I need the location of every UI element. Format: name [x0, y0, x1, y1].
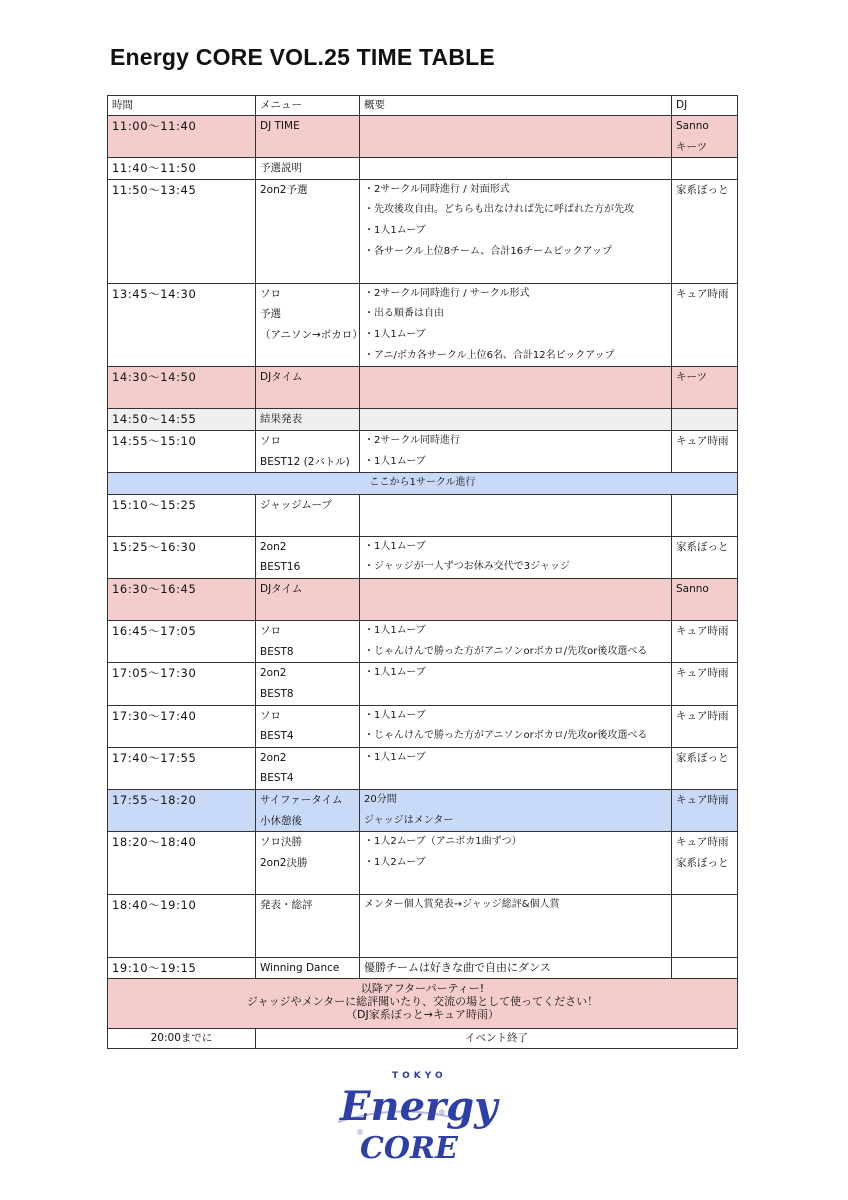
- summary-cell: [360, 158, 672, 180]
- header-dj: DJ: [672, 96, 738, 116]
- dj-cell: [672, 409, 738, 431]
- table-row: [108, 536, 738, 578]
- table-row: [108, 705, 738, 747]
- dj-cell: [672, 494, 738, 536]
- section-banner-row: [108, 473, 738, 495]
- summary-cell: [360, 116, 672, 158]
- menu-cell: 予選説明: [256, 158, 360, 180]
- menu-cell: 2on2 BEST16: [256, 536, 360, 578]
- time-cell: 17:30〜17:40: [108, 705, 256, 747]
- menu-cell: ソロ決勝 2on2決勝: [256, 832, 360, 895]
- logo-mark: [338, 1071, 500, 1166]
- dj-cell: キュア時雨: [672, 790, 738, 832]
- dj-cell: Sanno: [672, 579, 738, 621]
- energy-core-logo: [330, 1062, 498, 1172]
- menu-cell: 結果発表: [256, 409, 360, 431]
- menu-cell: DJタイム: [256, 367, 360, 409]
- table-row: [108, 158, 738, 180]
- menu-cell: ソロ 予選 （アニソン→ボカロ）: [256, 283, 360, 366]
- summary-cell: [360, 367, 672, 409]
- summary-cell: [360, 494, 672, 536]
- time-cell: 17:55〜18:20: [108, 790, 256, 832]
- table-row: [108, 116, 738, 158]
- time-cell: 17:40〜17:55: [108, 747, 256, 789]
- time-cell: 18:40〜19:10: [108, 894, 256, 957]
- time-cell: 14:30〜14:50: [108, 367, 256, 409]
- table-row: [108, 957, 738, 979]
- table-row: [108, 579, 738, 621]
- time-cell: 16:30〜16:45: [108, 579, 256, 621]
- menu-cell: ソロ BEST8: [256, 621, 360, 663]
- table-row: [108, 894, 738, 957]
- summary-cell: ・1人2ムーブ（アニボカ1曲ずつ） ・1人2ムーブ: [360, 832, 672, 895]
- table-row: [108, 283, 738, 366]
- time-cell: 13:45〜14:30: [108, 283, 256, 366]
- after-party-note: 以降アフターパーティー! ジャッジやメンターに総評聞いたり、交流の場として使ってください！ （DJ家系ぼっと→キュア時雨）: [108, 979, 738, 1029]
- time-cell: 11:40〜11:50: [108, 158, 256, 180]
- dj-cell: キュア時雨: [672, 663, 738, 705]
- menu-cell: ソロ BEST4: [256, 705, 360, 747]
- table-row: [108, 409, 738, 431]
- summary-cell: ・2サークル同時進行 / サークル形式 ・出る順番は自由 ・1人1ムーブ ・アニ/ボカ各サークル上位6名、合計12名ピックアップ: [360, 283, 672, 366]
- table-row: [108, 790, 738, 832]
- summary-cell: [360, 409, 672, 431]
- dj-cell: [672, 894, 738, 957]
- time-cell: 15:10〜15:25: [108, 494, 256, 536]
- dj-cell: キュア時雨 家系ぼっと: [672, 832, 738, 895]
- closing-label: イベント終了: [256, 1029, 738, 1049]
- menu-cell: ジャッジムーブ: [256, 494, 360, 536]
- summary-cell: 20分間 ジャッジはメンター: [360, 790, 672, 832]
- timetable: [107, 95, 738, 1049]
- time-cell: 14:50〜14:55: [108, 409, 256, 431]
- time-cell: 14:55〜15:10: [108, 430, 256, 472]
- time-cell: 15:25〜16:30: [108, 536, 256, 578]
- dj-cell: 家系ぼっと: [672, 536, 738, 578]
- summary-cell: ・2サークル同時進行 ・1人1ムーブ: [360, 430, 672, 472]
- table-row: [108, 494, 738, 536]
- menu-cell: Winning Dance: [256, 957, 360, 979]
- after-party-row: [108, 979, 738, 1029]
- dj-cell: [672, 158, 738, 180]
- dj-cell: Sanno キーツ: [672, 116, 738, 158]
- dj-cell: 家系ぼっと: [672, 747, 738, 789]
- menu-cell: 2on2予選: [256, 179, 360, 283]
- menu-cell: DJ TIME: [256, 116, 360, 158]
- time-cell: 17:05〜17:30: [108, 663, 256, 705]
- dj-cell: キュア時雨: [672, 621, 738, 663]
- dj-cell: キュア時雨: [672, 705, 738, 747]
- summary-cell: [360, 579, 672, 621]
- header-time: 時間: [108, 96, 256, 116]
- dj-cell: キュア時雨: [672, 430, 738, 472]
- table-header-row: [108, 96, 738, 116]
- summary-cell: ・1人1ムーブ ・じゃんけんで勝った方がアニソンorボカロ/先攻or後攻選べる: [360, 621, 672, 663]
- header-menu: メニュー: [256, 96, 360, 116]
- table-row: [108, 747, 738, 789]
- table-row: [108, 832, 738, 895]
- summary-cell: 優勝チームは好きな曲で自由にダンス: [360, 957, 672, 979]
- menu-cell: 2on2 BEST8: [256, 663, 360, 705]
- time-cell: 18:20〜18:40: [108, 832, 256, 895]
- menu-cell: 発表・総評: [256, 894, 360, 957]
- table-row: [108, 663, 738, 705]
- table-row: [108, 367, 738, 409]
- table-row: [108, 621, 738, 663]
- logo-energy-text: Energy: [340, 1083, 498, 1130]
- table-row: [108, 179, 738, 283]
- summary-cell: ・1人1ムーブ: [360, 747, 672, 789]
- menu-cell: 2on2 BEST4: [256, 747, 360, 789]
- menu-cell: サイファータイム 小休憩後: [256, 790, 360, 832]
- page-title: Energy CORE VOL.25 TIME TABLE: [110, 44, 495, 70]
- closing-row: [108, 1029, 738, 1049]
- table-row: [108, 430, 738, 472]
- time-cell: 11:50〜13:45: [108, 179, 256, 283]
- summary-cell: ・1人1ムーブ ・ジャッジが一人ずつお休み交代で3ジャッジ: [360, 536, 672, 578]
- menu-cell: ソロ BEST12 (2バトル): [256, 430, 360, 472]
- summary-cell: ・1人1ムーブ: [360, 663, 672, 705]
- summary-cell: メンター個人賞発表→ジャッジ総評&個人賞: [360, 894, 672, 957]
- closing-time: 20:00までに: [108, 1029, 256, 1049]
- time-cell: 11:00〜11:40: [108, 116, 256, 158]
- time-cell: 19:10〜19:15: [108, 957, 256, 979]
- section-banner: ここから1サークル進行: [108, 473, 738, 495]
- logo-tokyo-text: TOKYO: [392, 1071, 447, 1081]
- header-summary: 概要: [360, 96, 672, 116]
- dj-cell: 家系ぼっと: [672, 179, 738, 283]
- summary-cell: ・1人1ムーブ ・じゃんけんで勝った方がアニソンorボカロ/先攻or後攻選べる: [360, 705, 672, 747]
- time-cell: 16:45〜17:05: [108, 621, 256, 663]
- menu-cell: DJタイム: [256, 579, 360, 621]
- logo-core-text: CORE: [360, 1131, 458, 1166]
- dj-cell: [672, 957, 738, 979]
- summary-cell: ・2サークル同時進行 / 対面形式 ・先攻後攻自由。どちらも出なければ先に呼ばれた方が先攻 ・1人1ムーブ ・各サークル上位8チーム、合計16チームピックアップ: [360, 179, 672, 283]
- dj-cell: キーツ: [672, 367, 738, 409]
- dj-cell: キュア時雨: [672, 283, 738, 366]
